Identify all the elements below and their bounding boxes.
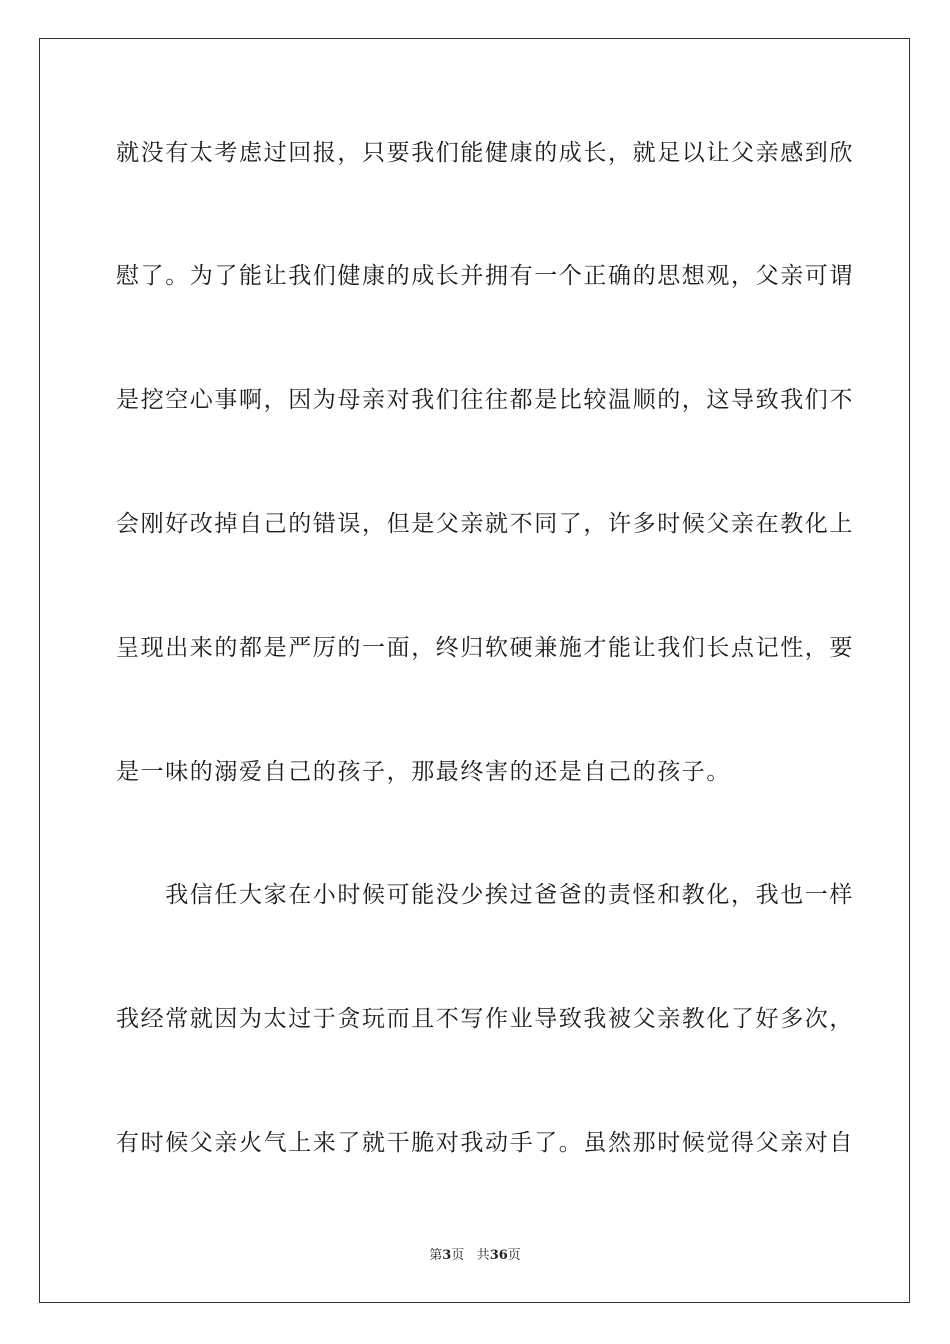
- total-suffix: 页: [507, 1248, 521, 1263]
- current-page-number: 3: [442, 1248, 452, 1263]
- total-page-count: 36: [489, 1248, 508, 1263]
- page-suffix: 页: [451, 1248, 465, 1263]
- body-line-8: 我经常就因为太过于贪玩而且不写作业导致我被父亲教化了好多次，: [116, 1006, 854, 1032]
- body-line-6: 是一味的溺爱自己的孩子，那最终害的还是自己的孩子。: [116, 759, 731, 785]
- body-line-4: 会刚好改掉自己的错误，但是父亲就不同了，许多时候父亲在教化上: [116, 511, 854, 537]
- page-footer: [0, 1247, 950, 1265]
- body-line-5: 呈现出来的都是严厉的一面，终归软硬兼施才能让我们长点记性，要: [116, 635, 854, 661]
- body-line-9: 有时候父亲火气上来了就干脆对我动手了。虽然那时候觉得父亲对自: [116, 1130, 854, 1156]
- body-line-3: 是挖空心事啊，因为母亲对我们往往都是比较温顺的，这导致我们不: [116, 387, 854, 413]
- page-border: [39, 38, 910, 1303]
- page-prefix: 第: [429, 1248, 443, 1263]
- body-line-7: 我信任大家在小时候可能没少挨过爸爸的责怪和教化，我也一样: [116, 882, 854, 908]
- body-line-1: 就没有太考虑过回报，只要我们能健康的成长，就足以让父亲感到欣: [116, 140, 854, 166]
- body-line-2: 慰了。为了能让我们健康的成长并拥有一个正确的思想观，父亲可谓: [116, 263, 854, 289]
- total-prefix: 共: [476, 1248, 490, 1263]
